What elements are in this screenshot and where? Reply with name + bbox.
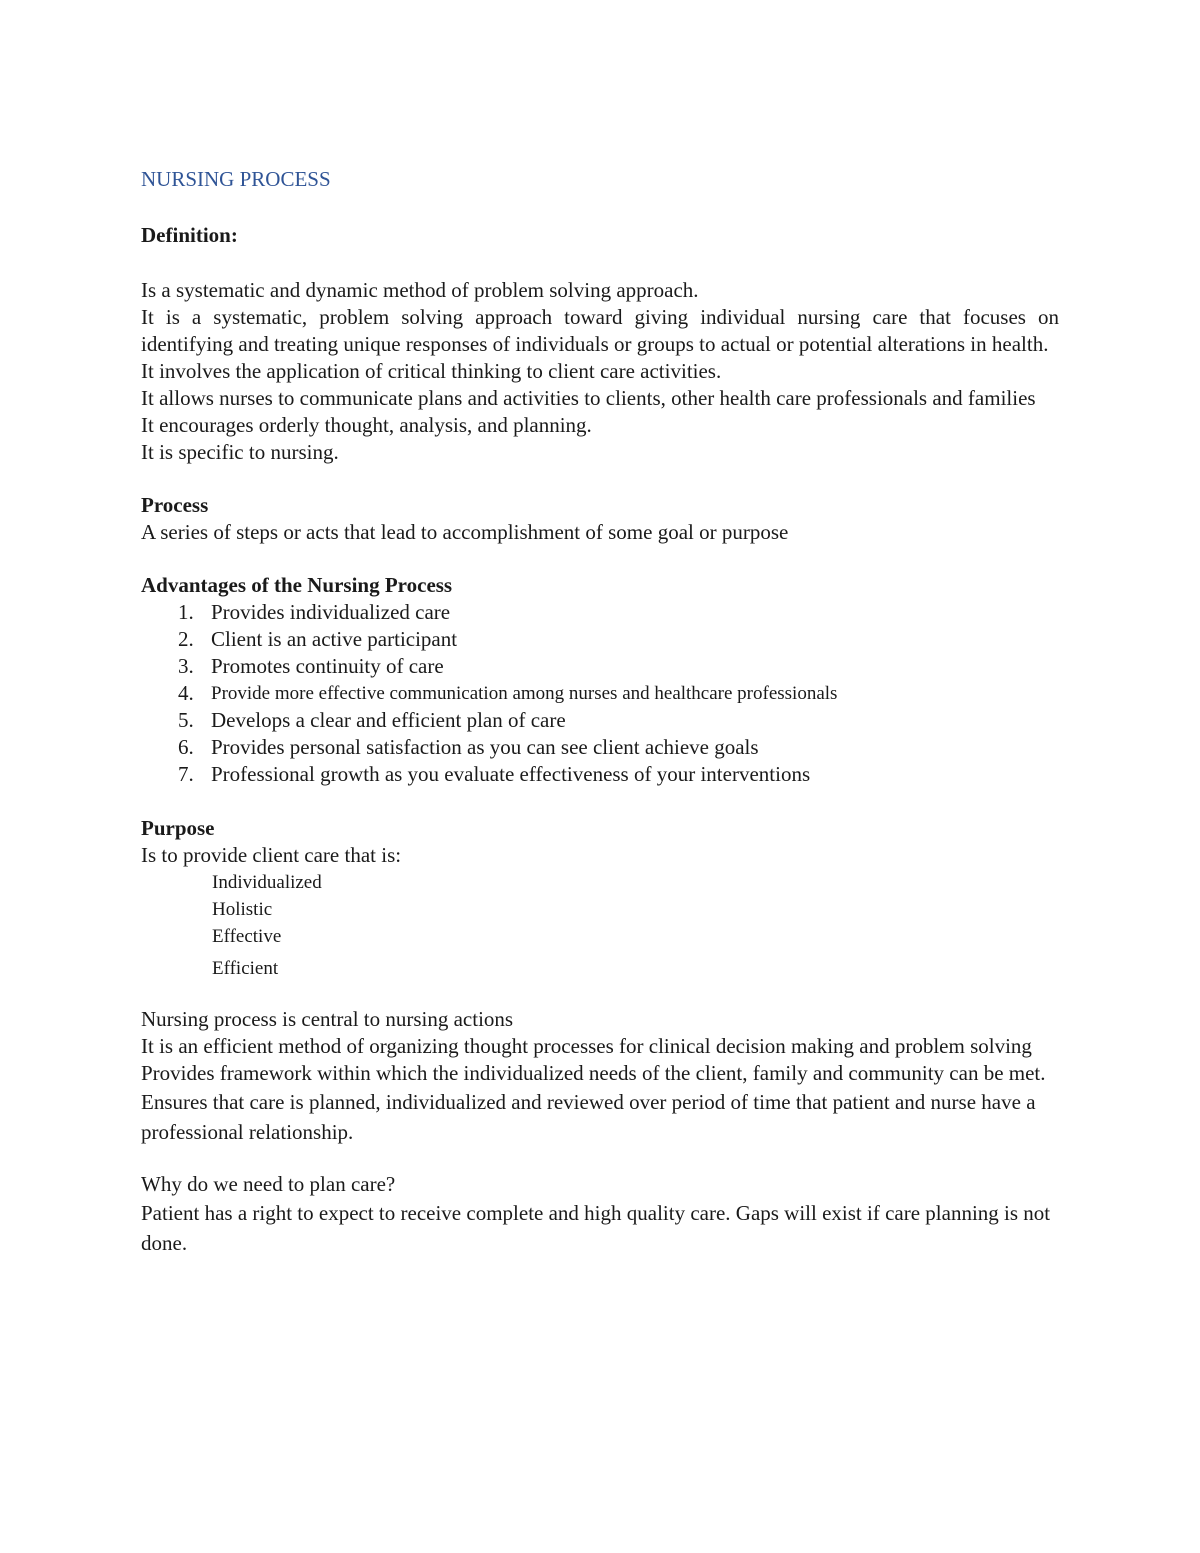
list-item	[141, 734, 1059, 761]
list-number: 5 .	[141, 707, 211, 734]
purpose-intro: Is to provide client care that is:	[141, 843, 402, 867]
list-number: 6 .	[141, 734, 211, 761]
list-item	[141, 680, 1059, 707]
list-item	[141, 599, 1059, 626]
list-item	[141, 761, 1059, 788]
list-item	[141, 653, 1059, 680]
purpose-heading: Purpose	[141, 816, 215, 840]
quality-item: Efficient	[212, 958, 279, 979]
spacer	[141, 249, 1059, 277]
list-text: Promotes continuity of care	[211, 654, 444, 678]
why-question: Why do we need to plan care?	[141, 1172, 396, 1196]
central-line: Nursing process is central to nursing actions	[141, 1007, 514, 1031]
list-text: Provide more effective communication among nurses and healthcare professionals	[211, 683, 838, 704]
definition-line: It is a systematic, problem solving approach toward giving individual nursing care that focuses on identifying and treating unique responses of individuals or groups to actual or potential alterations in health.	[141, 305, 1059, 356]
definition-line: It is specific to nursing.	[141, 440, 339, 464]
definition-line: Is a systematic and dynamic method of problem solving approach.	[141, 278, 699, 302]
definition-line: It involves the application of critical thinking to client care activities.	[141, 359, 722, 383]
document-body	[141, 166, 1059, 1258]
list-number: 2 .	[141, 626, 211, 653]
list-number: 1 .	[141, 599, 211, 626]
quality-item: Holistic	[212, 899, 273, 920]
why-answer: Patient has a right to expect to receive complete and high quality care. Gaps will exist if care planning is not done.	[141, 1201, 1051, 1255]
central-line: Ensures that care is planned, individualized and reviewed over period of time that patient and nurse have a professional relationship.	[141, 1090, 1036, 1144]
central-section	[141, 1006, 1059, 1147]
list-text: Provides personal satisfaction as you can see client achieve goals	[211, 735, 759, 759]
quality-item: Effective	[212, 926, 282, 947]
spacer	[141, 466, 1059, 492]
advantages-heading: Advantages of the Nursing Process	[141, 573, 453, 597]
list-number: 3 .	[141, 653, 211, 680]
list-text: Develops a clear and efficient plan of care	[211, 708, 566, 732]
list-number: 7 .	[141, 761, 211, 788]
definition-line: It encourages orderly thought, analysis, and planning.	[141, 413, 592, 437]
spacer	[141, 1147, 1059, 1171]
definition-heading: Definition:	[141, 223, 238, 247]
spacer	[141, 788, 1059, 815]
process-heading: Process	[141, 493, 209, 517]
list-item	[141, 707, 1059, 734]
list-text: Provides individualized care	[211, 600, 451, 624]
definition-section	[141, 277, 1059, 466]
central-line: Provides framework within which the individualized needs of the client, family and community can be met.	[141, 1061, 1046, 1085]
spacer	[141, 982, 1059, 1006]
purpose-qualities	[141, 869, 1059, 982]
advantages-list	[141, 599, 1059, 788]
list-number: 4 .	[141, 680, 211, 707]
central-line: It is an efficient method of organizing thought processes for clinical decision making and problem solving	[141, 1034, 1032, 1058]
page-title: NURSING PROCESS	[141, 167, 331, 191]
list-text: Professional growth as you evaluate effectiveness of your interventions	[211, 762, 811, 786]
list-text: Client is an active participant	[211, 627, 458, 651]
quality-item: Individualized	[212, 872, 322, 893]
spacer	[141, 546, 1059, 572]
definition-line: It allows nurses to communicate plans and activities to clients, other health care professionals and families	[141, 386, 1036, 410]
list-item	[141, 626, 1059, 653]
process-text: A series of steps or acts that lead to accomplishment of some goal or purpose	[141, 520, 789, 544]
